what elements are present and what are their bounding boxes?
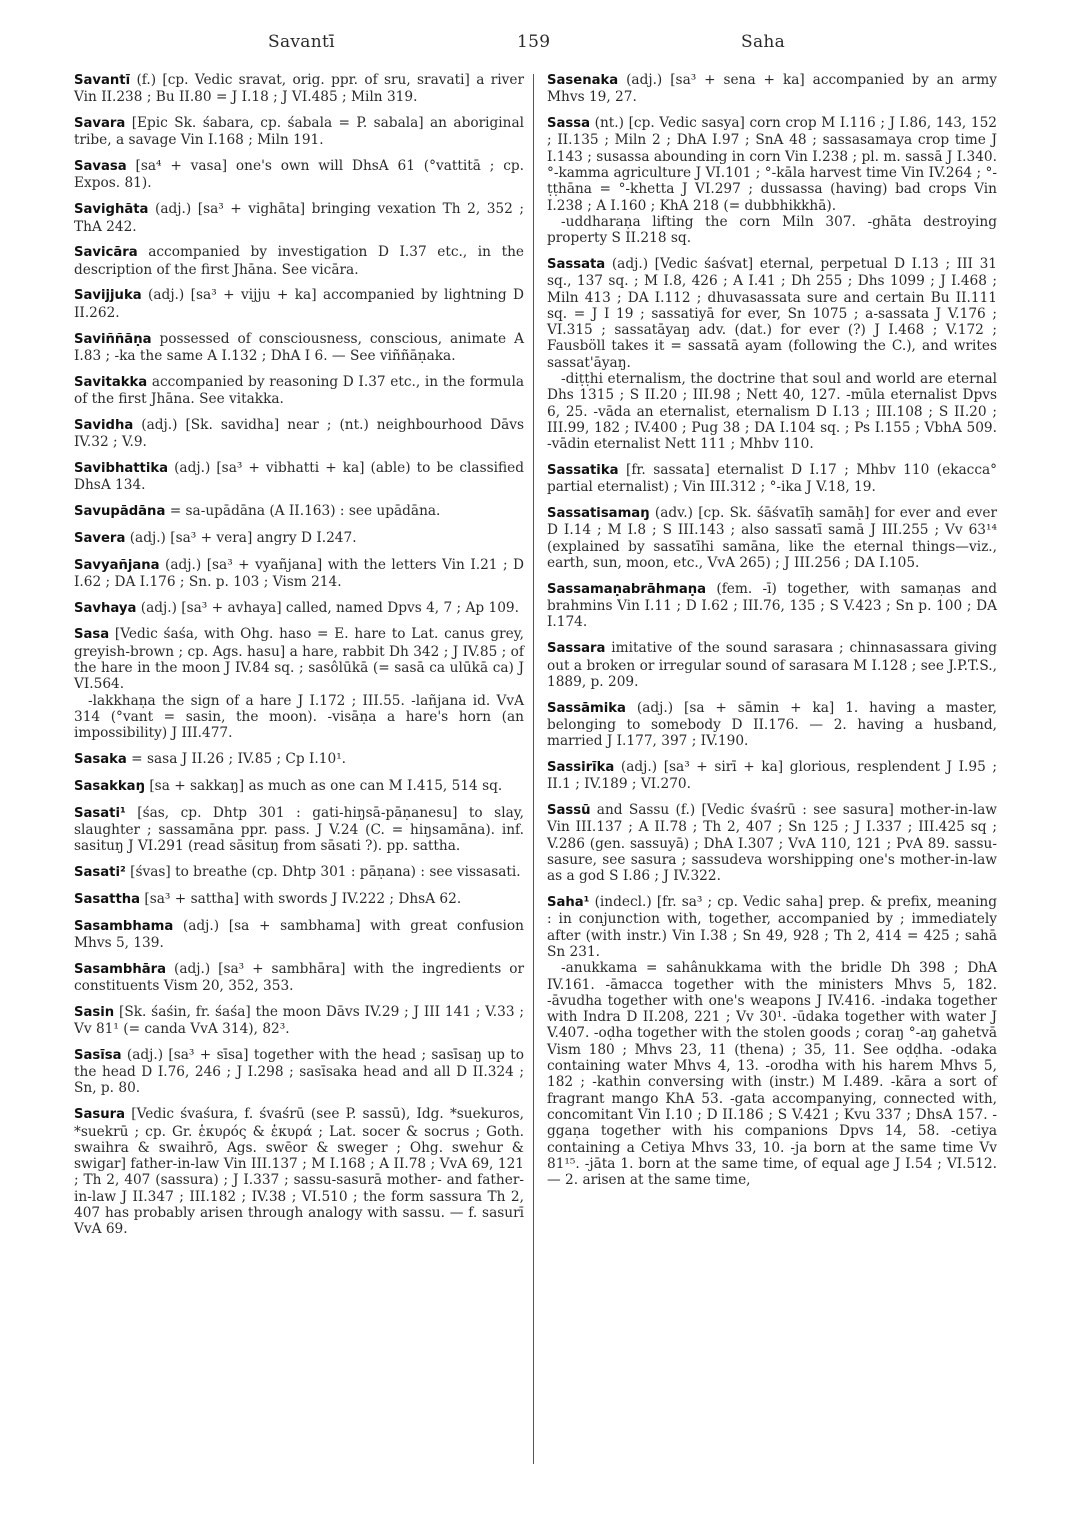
entry-paragraph xyxy=(74,417,524,451)
dictionary-entry xyxy=(74,460,524,494)
entry-paragraph xyxy=(547,581,997,631)
right-column xyxy=(547,72,997,1198)
entry-paragraph xyxy=(74,374,524,408)
header-right-guideword: Saha xyxy=(741,32,786,52)
headword: Savitakka xyxy=(74,374,148,390)
entry-paragraph xyxy=(74,72,524,106)
entry-paragraph xyxy=(547,700,997,750)
entry-paragraph xyxy=(74,600,524,617)
column-divider xyxy=(533,74,534,1464)
dictionary-entry xyxy=(74,626,524,741)
dictionary-entry xyxy=(74,244,524,278)
dictionary-entry xyxy=(74,864,524,881)
entry-paragraph xyxy=(74,201,524,235)
definition-text: [Epic Sk. śabara, cp. śabala = P. sabala] an aboriginal tribe, a savage Vin I.168 ; Miln 191. xyxy=(74,115,524,149)
entry-paragraph xyxy=(74,1047,524,1097)
definition-text: (adj.) [sa³ + vijju + ka] accompanied by lightning D II.262. xyxy=(74,287,524,321)
headword: Sasura xyxy=(74,1107,126,1123)
headword: Sassatisamaŋ xyxy=(547,506,650,522)
entry-paragraph xyxy=(547,72,997,106)
definition-text: (adj.) [sa + sāmin + ka] 1. having a master, belonging to somebody D II.176. — 2. having a husband, married J I.177, 397 ; IV.190. xyxy=(547,699,997,750)
dictionary-entry xyxy=(547,115,997,246)
entry-paragraph xyxy=(74,626,524,692)
headword: Savibhattika xyxy=(74,460,169,476)
definition-text: (f.) [cp. Vedic sravat, orig. ppr. of sru, sravati] a river Vin II.238 ; Bu II.80 = J I.18 ; J VI.485 ; Miln 319. xyxy=(74,72,524,106)
entry-paragraph xyxy=(74,961,524,995)
definition-text: accompanied by reasoning D I.37 etc., in the formula of the first Jhāna. See vitakka. xyxy=(74,373,524,407)
definition-text: imitative of the sound sarasara ; chinnasassara giving out a broken or irregular sound of sarasara M I.128 ; see J.P.T.S., 1889, p. 209. xyxy=(547,640,997,690)
compound-subentries: -anukkama = sahânukkama with the bridle Dh 398 ; DhA IV.161. -āmacca together with the ministers Mhvs 5, 182. -āvudha together with one's weapons J IV.416. -indaka together with Indra D II.208, 221 ; Vv 30¹. -ūdaka together with water J V.407. -oḍha together with the stolen goods ; coraŋ °-aŋ gahetvā Vism 180 ; Mhvs 23, 11 (thena) ; 35, 11. See oḍḍha. -odaka containing water Mhvs 4, 13. -orodha with his harem Mhvs 5, 182 ; -kathin conversing with (instr.) M I.489. -kāra a sort of fragrant mango KhA 53. -gata accompanying, connected with, concomitant Vin I.10 ; D II.186 ; S V.421 ; Kvu 337 ; DhsA 157. -ggaṇa together with his companions Dpvs 14, 58. -cetiya containing a Cetiya Mhvs 33, 10. -ja born at the same time Vv 81¹⁵. -jāta 1. born at the same time, of equal age J I.54 ; VI.512. — 2. arisen at the same time, xyxy=(547,960,997,1189)
definition-text: [śvas] to breathe (cp. Dhtp 301 : pāṇana) : see vissasati. xyxy=(125,863,521,880)
definition-text: = sa-upādāna (A II.163) : see upādāna. xyxy=(165,502,441,519)
definition-text: accompanied by investigation D I.37 etc., in the description of the first Jhāna. See vicāra. xyxy=(74,244,524,278)
dictionary-entry xyxy=(74,287,524,321)
definition-text: [Vedic śaśa, with Ohg. haso = E. hare to Lat. canus grey, greyish-brown ; cp. Ags. hasu] a hare, rabbit Dh 342 ; J IV.85 ; of the hare in the moon J IV.84 sq. ; sasôlūkā (= sasā ca ulūkā ca) J VI.564. xyxy=(74,626,524,693)
dictionary-entry xyxy=(74,374,524,408)
entry-paragraph xyxy=(74,530,524,547)
definition-text: (adj.) [sa³ + vighāta] bringing vexation Th 2, 352 ; ThA 242. xyxy=(74,201,524,235)
definition-text: [sa + sakkaŋ] as much as one can M I.415, 514 sq. xyxy=(144,777,503,794)
headword: Sasaka xyxy=(74,752,127,767)
dictionary-entry xyxy=(74,1047,524,1097)
dictionary-entry xyxy=(74,961,524,995)
entry-paragraph xyxy=(547,640,997,690)
entry-paragraph xyxy=(74,918,524,952)
definition-text: (adj.) [sa³ + sena + ka] accompanied by an army Mhvs 19, 27. xyxy=(547,72,997,106)
headword: Sasattha xyxy=(74,891,141,907)
headword: Sasati¹ xyxy=(74,805,126,821)
headword: Sasati² xyxy=(74,864,126,880)
headword: Sasin xyxy=(74,1004,115,1020)
entry-paragraph xyxy=(74,751,524,768)
entry-paragraph xyxy=(547,505,997,571)
entry-paragraph xyxy=(74,1106,524,1237)
dictionary-entry xyxy=(74,751,524,768)
headword: Sassatika xyxy=(547,463,619,479)
definition-text: (nt.) [cp. Vedic sasya] corn crop M I.116 ; J I.86, 143, 152 ; II.135 ; Miln 2 ; DhA I.97 ; SnA 48 ; sassasamaya crop time J I.143 ; susassa abounding in corn Vin I.238 ; pl. m. sassā J I.340. °-kamma agriculture J VI.101 ; °-kāla harvest time Vin IV.264 ; °-ṭṭhāna = °-khetta J VI.297 ; dussassa (having) bad crops Vin I.238 ; A I.160 ; KhA 218 (= dubbhikkhā). xyxy=(547,115,997,214)
entry-paragraph xyxy=(74,1004,524,1038)
headword: Sasambhama xyxy=(74,918,174,934)
definition-text: [Vedic śvaśura, f. śvaśrū (see P. sassū), Idg. *suekuros, *suekrū ; cp. Gr. ἑκυρός & ἑκυρά ; Lat. socer & socrus ; Goth. swaihra & swaihrō, Ags. swēor & sweger ; Ohg. swehur & swigar] father-in-law Vin III.137 ; M I.168 ; A II.78 ; VvA 69, 121 ; Th 2, 407 (sassura) ; J I.337 ; sassu-sasurā mother- and father-in-law J II.347 ; III.182 ; IV.38 ; VI.510 ; the form sassura Th 2, 407 has probably arisen through analogy with sassu. — f. sasurī VvA 69. xyxy=(74,1106,524,1238)
entry-paragraph xyxy=(74,287,524,321)
definition-text: = sasa J II.26 ; IV.85 ; Cp I.10¹. xyxy=(126,751,347,767)
definition-text: [Sk. śaśin, fr. śaśa] the moon Dāvs IV.29 ; J III 141 ; V.33 ; Vv 81¹ (= canda VvA 314), 82³. xyxy=(74,1003,524,1038)
dictionary-entry xyxy=(547,894,997,1188)
headword: Savighāta xyxy=(74,202,149,218)
definition-text: (adj.) [sa³ + vera] angry D I.247. xyxy=(125,529,357,546)
definition-text: and Sassu (f.) [Vedic śvaśrū : see sasura] mother-in-law Vin III.137 ; A II.78 ; Th 2, 407 ; Sn 125 ; J I.337 ; III.425 sq ; V.286 (gen. sassuyā) ; DhA I.307 ; VvA 110, 121 ; PvA 89. sassu-sasure, see sasura ; sassudeva worshipping one's mother-in-law as a god S I.86 ; J IV.322. xyxy=(547,802,997,885)
running-header xyxy=(0,32,1073,56)
headword: Sassara xyxy=(547,641,606,657)
headword: Savhaya xyxy=(74,600,137,616)
header-left-guideword: Savantī xyxy=(268,32,335,52)
dictionary-entry xyxy=(74,72,524,106)
dictionary-entry xyxy=(74,115,524,149)
entry-paragraph xyxy=(74,331,524,365)
headword: Savupādāna xyxy=(74,503,166,519)
definition-text: [sa⁴ + vasa] one's own will DhsA 61 (°vattitā ; cp. Expos. 81). xyxy=(74,158,524,192)
definition-text: (adj.) [sa³ + sambhāra] with the ingredients or constituents Vism 20, 352, 353. xyxy=(74,960,524,994)
headword: Sasenaka xyxy=(547,73,619,88)
dictionary-entry xyxy=(74,1004,524,1038)
entry-paragraph xyxy=(547,894,997,960)
dictionary-entry xyxy=(74,600,524,617)
dictionary-entry xyxy=(547,462,997,496)
headword: Sassirīka xyxy=(547,759,615,775)
entry-paragraph xyxy=(74,244,524,278)
entry-paragraph xyxy=(74,460,524,494)
dictionary-entry xyxy=(547,802,997,884)
entry-paragraph xyxy=(547,115,997,214)
definition-text: (adj.) [sa + sambhama] with great confusion Mhvs 5, 139. xyxy=(74,917,524,951)
compound-subentries: -diṭṭhi eternalism, the doctrine that soul and world are eternal Dhs 1315 ; S II.20 ; III.98 ; Nett 40, 127. -mūla eternalist Dpvs 6, 25. -vāda an eternalist, eternalism D I.13 ; III.108 ; S II.20 ; III.99, 182 ; IV.400 ; Pug 38 ; DA I.104 sq. ; Ps I.155 ; VbhA 509. -vādin eternalist Nett 111 ; Mhbv 110. xyxy=(547,371,997,453)
dictionary-entry xyxy=(74,918,524,952)
headword: Sasakkaŋ xyxy=(74,778,145,794)
entry-paragraph xyxy=(547,462,997,496)
entry-paragraph xyxy=(547,759,997,793)
definition-text: [fr. sassata] eternalist D I.17 ; Mhbv 110 (ekacca° partial eternalist) ; Vin III.312 ; °-ika J V.18, 19. xyxy=(547,462,997,496)
page-number: 159 xyxy=(517,32,551,52)
headword: Sassū xyxy=(547,803,591,819)
definition-text: (adv.) [cp. Sk. śāśvatīḥ samāḥ] for ever and ever D I.14 ; M I.8 ; S III.143 ; also sassatī samā J III.255 ; Vv 63¹⁴ (explained by sassatīhi samāna, like the eternal things—viz., earth, sun, moon, etc., VvA 265) ; J III.256 ; DA I.105. xyxy=(547,505,997,572)
compound-subentries: -uddharaṇa lifting the corn Miln 307. -ghāta destroying property S II.218 sq. xyxy=(547,213,997,247)
dictionary-entry xyxy=(74,331,524,365)
definition-text: (adj.) [sa³ + sīsa] together with the head ; sasīsaŋ up to the head D I.76, 246 ; J I.298 ; sasīsaka head and all D II.324 ; Sn, p. 80. xyxy=(74,1046,524,1097)
compound-subentries: -lakkhaṇa the sign of a hare J I.172 ; III.55. -lañjana id. VvA 314 (°vant = sasin, the moon). -visāṇa a hare's horn (an impossibility) J III.477. xyxy=(74,692,524,742)
definition-text: (adj.) [sa³ + avhaya] called, named Dpvs 4, 7 ; Ap 109. xyxy=(136,599,519,616)
dictionary-entry xyxy=(547,581,997,631)
headword: Savasa xyxy=(74,159,127,175)
headword: Savera xyxy=(74,530,126,546)
entry-paragraph xyxy=(74,557,524,591)
headword: Savijjuka xyxy=(74,288,142,304)
headword: Savantī xyxy=(74,73,131,88)
dictionary-entry xyxy=(547,640,997,690)
definition-text: (adj.) [sa³ + vyañjana] with the letters Vin I.21 ; D I.62 ; DA I.176 ; Sn. p. 103 ; Vism 214. xyxy=(74,556,524,590)
definition-text: (adj.) [Sk. savidha] near ; (nt.) neighbourhood Dāvs IV.32 ; V.9. xyxy=(74,416,524,451)
headword: Sasīsa xyxy=(74,1047,122,1063)
entry-paragraph xyxy=(74,503,524,520)
headword: Sassamaṇabrāhmaṇa xyxy=(547,581,707,597)
definition-text: [śas, cp. Dhtp 301 : gati-hiŋsā-pāṇanesu] to slay, slaughter ; sassamāna ppr. pass. J V.24 (C. = hiŋsamāna). inf. sasituŋ J VI.291 (read sāsituŋ from sāsati ?). pp. sattha. xyxy=(74,804,524,855)
headword: Savicāra xyxy=(74,245,138,261)
definition-text: (adj.) [sa³ + sirī + ka] glorious, resplendent J I.95 ; II.1 ; IV.189 ; VI.270. xyxy=(547,758,997,793)
definition-text: (fem. -ī) together, with samaṇas and brahmins Vin I.11 ; D I.62 ; III.76, 135 ; S V.423 ; Sn p. 100 ; DA I.174. xyxy=(547,580,997,631)
dictionary-entry xyxy=(74,557,524,591)
definition-text: (adj.) [Vedic śaśvat] eternal, perpetual D I.13 ; III 31 sq., 137 sq. ; M I.8, 426 ; A I.41 ; Dh 255 ; Dhs 1099 ; J I.468 ; Miln 413 ; DA I.112 ; dhuvasassata sure and certain Bu II.111 sq. = J I 19 ; sassatiyā for ever, Sn 1075 ; a-sassata J V.176 ; VI.315 ; sassatāyaŋ adv. (dat.) for ever (?) J I.468 ; V.172 ; Fausböll takes it = sassatā ayam (following the C.), and writes sassat'āyaŋ. xyxy=(547,255,997,371)
dictionary-entry xyxy=(74,530,524,547)
definition-text: (adj.) [sa³ + vibhatti + ka] (able) to be classified DhsA 134. xyxy=(74,459,524,494)
headword: Sassa xyxy=(547,116,590,132)
definition-text: possessed of consciousness, conscious, animate A I.83 ; -ka the same A I.132 ; DhA I 6. — See viññāṇaka. xyxy=(74,330,524,364)
headword: Savyañjana xyxy=(74,557,160,573)
dictionary-entry xyxy=(74,805,524,855)
definition-text: (indecl.) [fr. sa³ ; cp. Vedic saha] prep. & prefix, meaning : in conjunction with, together, accompanied by ; immediately after (with instr.) Vin I.38 ; Sn 49, 928 ; Th 2, 414 = 425 ; sahā Sn 231. xyxy=(547,894,997,960)
dictionary-entry xyxy=(547,700,997,750)
dictionary-entry xyxy=(74,201,524,235)
headword: Savidha xyxy=(74,417,134,433)
headword: Saviññāṇa xyxy=(74,331,152,347)
definition-text: [sa³ + sattha] with swords J IV.222 ; DhsA 62. xyxy=(140,890,462,907)
headword: Sassāmika xyxy=(547,700,626,716)
dictionary-entry xyxy=(547,759,997,793)
left-column xyxy=(74,72,524,1247)
entry-paragraph xyxy=(547,802,997,884)
dictionary-entry xyxy=(547,505,997,571)
entry-paragraph xyxy=(74,891,524,908)
dictionary-entry xyxy=(74,417,524,451)
headword: Saha¹ xyxy=(547,895,590,911)
dictionary-entry xyxy=(74,158,524,192)
entry-paragraph xyxy=(547,256,997,371)
entry-paragraph xyxy=(74,778,524,795)
headword: Sasa xyxy=(74,627,110,643)
dictionary-entry xyxy=(74,778,524,795)
entry-paragraph xyxy=(74,115,524,149)
entry-paragraph xyxy=(74,864,524,881)
entry-paragraph xyxy=(74,158,524,192)
entry-paragraph xyxy=(74,805,524,855)
dictionary-entry xyxy=(547,72,997,106)
headword: Sassata xyxy=(547,256,606,272)
dictionary-entry xyxy=(74,1106,524,1237)
dictionary-entry xyxy=(74,891,524,908)
headword: Sasambhāra xyxy=(74,961,167,977)
dictionary-entry xyxy=(74,503,524,520)
headword: Savara xyxy=(74,116,126,132)
dictionary-entry xyxy=(547,256,997,453)
